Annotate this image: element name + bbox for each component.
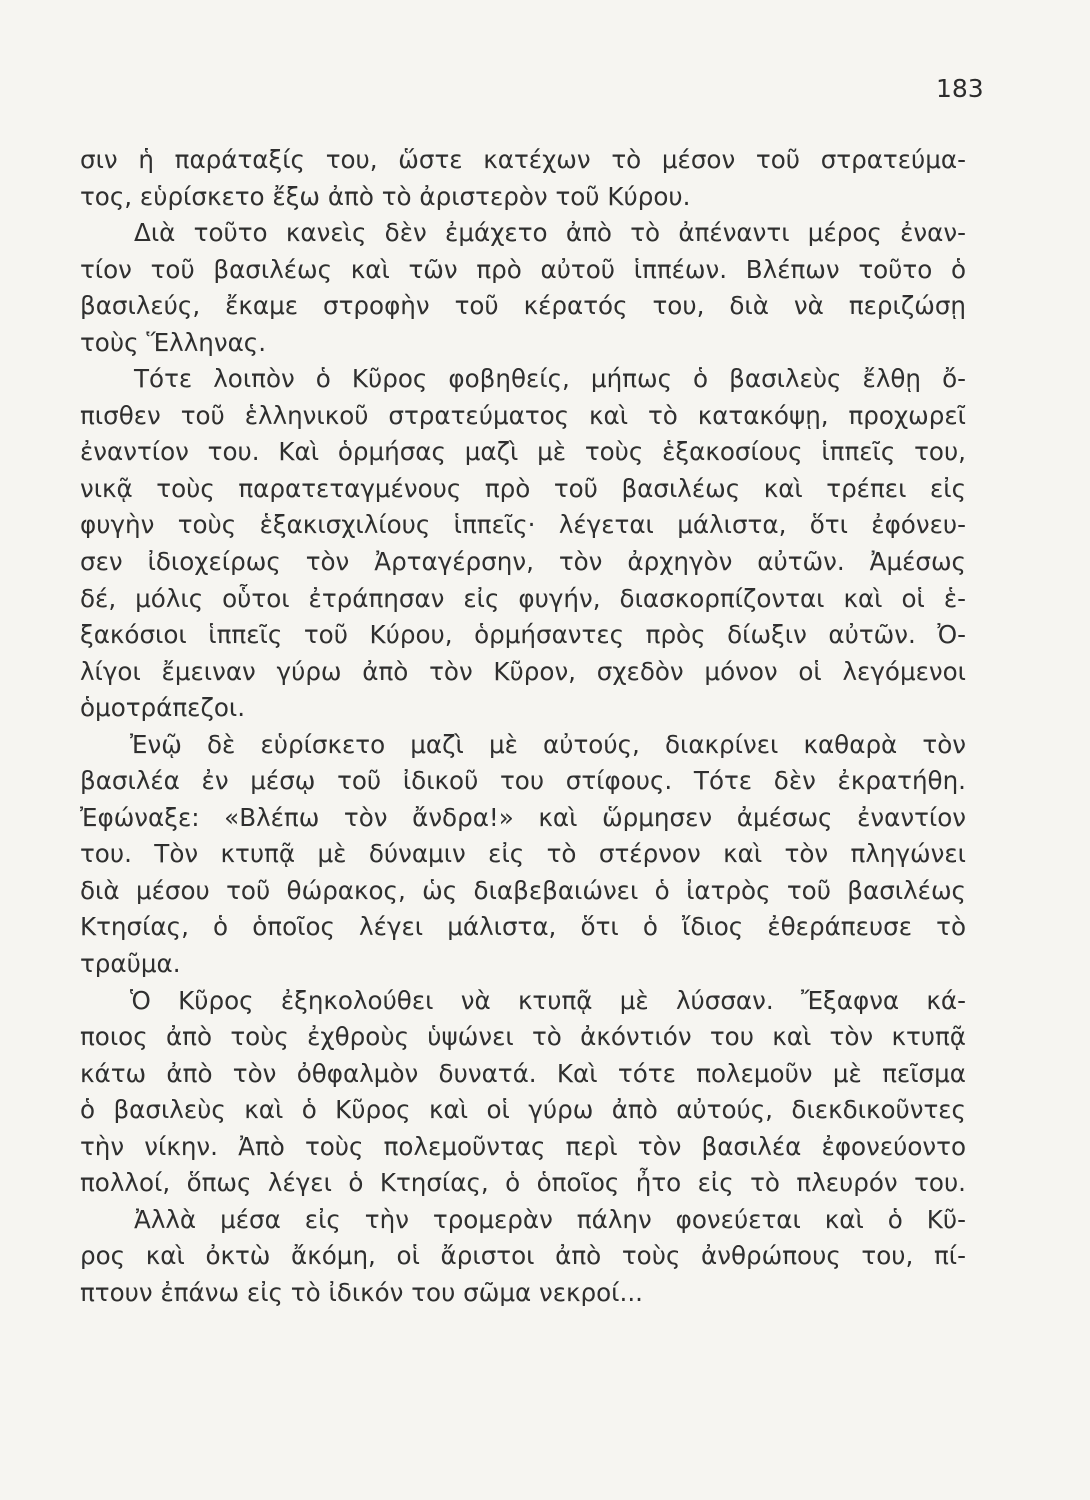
text-line: σιν ἡ παράταξίς του, ὥστε κατέχων τὸ μέσον τοῦ στρατεύμα- bbox=[80, 145, 966, 174]
text-line: ποιος ἀπὸ τοὺς ἐχθροὺς ὑψώνει τὸ ἀκόντιόν του καὶ τὸν κτυπᾷ bbox=[80, 1022, 966, 1052]
text-line: νικᾷ τοὺς παρατεταγμένους πρὸ τοῦ βασιλέως καὶ τρέπει εἰς bbox=[80, 473, 966, 503]
text-line: ἐναντίον του. Καὶ ὁρμήσας μαζὶ μὲ τοὺς ἑξακοσίους ἱππεῖς του, bbox=[80, 437, 966, 467]
text-line: πισθεν τοῦ ἑλληνικοῦ στρατεύματος καὶ τὸ κατακόψῃ, προχωρεῖ bbox=[80, 400, 966, 430]
text-line: Διὰ τοῦτο κανεὶς δὲν ἐμάχετο ἀπὸ τὸ ἀπέναντι μέρος ἐναν- bbox=[134, 218, 966, 248]
text-body bbox=[80, 142, 966, 1312]
text-line: Ἐφώναξε: «Βλέπω τὸν ἄνδρα!» καὶ ὥρμησεν ἀμέσως ἐναντίον bbox=[80, 802, 966, 832]
text-line: φυγὴν τοὺς ἑξακισχιλίους ἱππεῖς· λέγεται μάλιστα, ὅτι ἐφόνευ- bbox=[80, 510, 966, 540]
text-line: βασιλεύς, ἔκαμε στροφὴν τοῦ κέρατός του, διὰ νὰ περιζώσῃ bbox=[80, 291, 966, 321]
text-line: ὁ βασιλεὺς καὶ ὁ Κῦρος καὶ οἱ γύρω ἀπὸ αὐτούς, διεκδικοῦντες bbox=[80, 1095, 966, 1125]
text-line: τος, εὑρίσκετο ἔξω ἀπὸ τὸ ἀριστερὸν τοῦ Κύρου. bbox=[80, 181, 691, 211]
text-line: Ἐνῷ δὲ εὑρίσκετο μαζὶ μὲ αὐτούς, διακρίνει καθαρὰ τὸν bbox=[130, 729, 966, 759]
text-line: δέ, μόλις οὗτοι ἐτράπησαν εἰς φυγήν, διασκορπίζονται καὶ οἱ ἑ- bbox=[80, 583, 966, 613]
text-line: σεν ἰδιοχείρως τὸν Ἀρταγέρσην, τὸν ἀρχηγὸν αὐτῶν. Ἀμέσως bbox=[80, 547, 966, 577]
text-line: ὁμοτράπεζοι. bbox=[80, 693, 246, 723]
text-line: Κτησίας, ὁ ὁποῖος λέγει μάλιστα, ὅτι ὁ ἴδιος ἐθεράπευσε τὸ bbox=[80, 912, 966, 942]
text-line: τίον τοῦ βασιλέως καὶ τῶν πρὸ αὐτοῦ ἱππέων. Βλέπων τοῦτο ὁ bbox=[80, 254, 966, 284]
text-line: Ὁ Κῦρος ἐξηκολούθει νὰ κτυπᾷ μὲ λύσσαν. Ἔξαφνα κά- bbox=[130, 985, 966, 1015]
text-line: ξακόσιοι ἱππεῖς τοῦ Κύρου, ὁρμήσαντες πρὸς δίωξιν αὐτῶν. Ὀ- bbox=[80, 620, 966, 650]
text-line: πολλοί, ὅπως λέγει ὁ Κτησίας, ὁ ὁποῖος ἦτο εἰς τὸ πλευρόν του. bbox=[80, 1168, 966, 1198]
text-line: πτουν ἐπάνω εἰς τὸ ἰδικόν του σῶμα νεκροί... bbox=[80, 1277, 643, 1307]
text-line: τοὺς Ἕλληνας. bbox=[80, 327, 267, 357]
text-line: τὴν νίκην. Ἀπὸ τοὺς πολεμοῦντας περὶ τὸν βασιλέα ἐφονεύοντο bbox=[80, 1131, 966, 1161]
text-line: τραῦμα. bbox=[80, 949, 181, 979]
text-line: του. Τὸν κτυπᾷ μὲ δύναμιν εἰς τὸ στέρνον καὶ τὸν πληγώνει bbox=[80, 839, 966, 869]
text-line: ρος καὶ ὀκτὼ ἄκόμη, οἱ ἄριστοι ἀπὸ τοὺς ἀνθρώπους του, πί- bbox=[80, 1241, 966, 1271]
text-line: βασιλέα ἐν μέσῳ τοῦ ἰδικοῦ του στίφους. Τότε δὲν ἐκρατήθη. bbox=[80, 766, 966, 796]
text-line: Τότε λοιπὸν ὁ Κῦρος φοβηθείς, μήπως ὁ βασιλεὺς ἔλθῃ ὄ- bbox=[134, 364, 966, 394]
text-line: Ἀλλὰ μέσα εἰς τὴν τρομερὰν πάλην φονεύεται καὶ ὁ Κῦ- bbox=[134, 1204, 966, 1234]
text-line: κάτω ἀπὸ τὸν ὀθφαλμὸν δυνατά. Καὶ τότε πολεμοῦν μὲ πεῖσμα bbox=[80, 1058, 966, 1088]
page-number: 183 bbox=[936, 74, 984, 103]
text-line: λίγοι ἔμειναν γύρω ἀπὸ τὸν Κῦρον, σχεδὸν μόνον οἱ λεγόμενοι bbox=[80, 656, 966, 686]
text-line: διὰ μέσου τοῦ θώρακος, ὡς διαβεβαιώνει ὁ ἰατρὸς τοῦ βασιλέως bbox=[80, 875, 966, 905]
